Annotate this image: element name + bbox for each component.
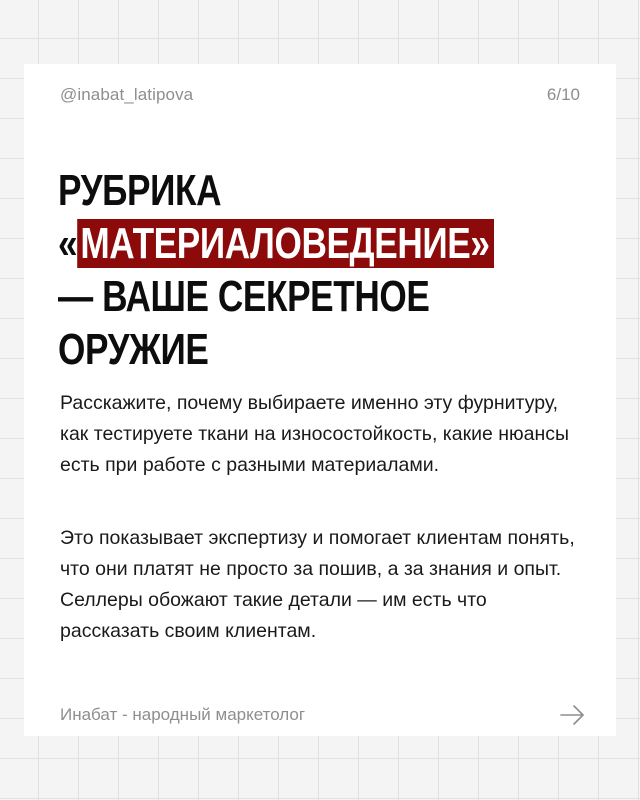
headline-line-2 (58, 217, 490, 270)
headline-line-4: ОРУЖИЕ (58, 325, 209, 374)
headline-open-quote: « (58, 219, 78, 268)
headline-highlight: МАТЕРИАЛОВЕДЕНИЕ» (77, 219, 494, 268)
arrow-right-icon[interactable] (559, 702, 585, 728)
headline-line-1: РУБРИКА (58, 166, 222, 215)
headline-line-3: — ВАШЕ СЕКРЕТНОЕ (58, 272, 430, 321)
body-paragraph-1: Расскажите, почему выбираете именно эту фурнитуру, как тестируете ткани на износостойкость, какие нюансы есть при работе с разными материалами. (60, 392, 570, 476)
body-paragraph-2: Это показывает экспертизу и помогает клиентам понять, что они платят не просто за пошив, а за знания и опыт. Селлеры обожают такие детали — им есть что рассказать своим клиентам. (60, 527, 575, 642)
footer-author: Инабат - народный маркетолог (60, 705, 306, 724)
headline (58, 164, 490, 376)
author-handle[interactable]: @inabat_latipova (60, 85, 194, 104)
page-indicator: 6/10 (546, 85, 580, 104)
slide-card (24, 64, 616, 736)
